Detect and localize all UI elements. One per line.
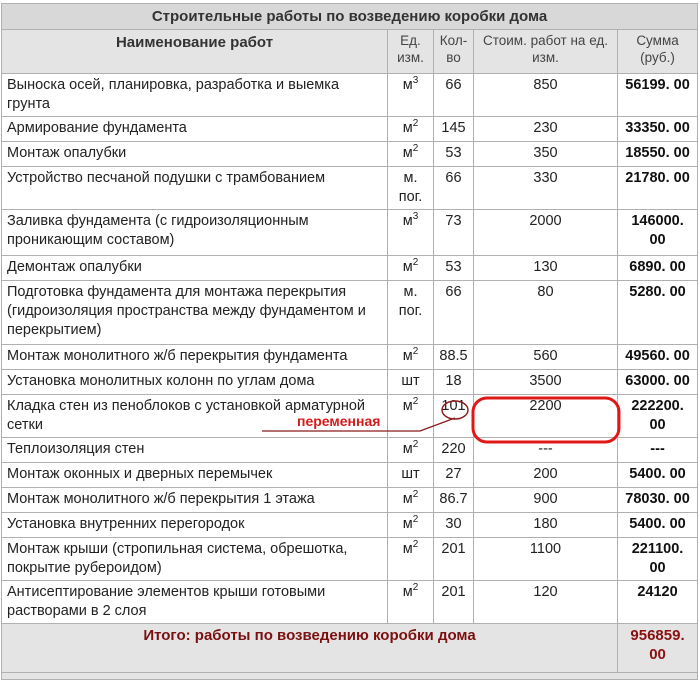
header-price: Стоим. работ на ед. изм. — [474, 30, 618, 74]
work-sum: 6890. 00 — [618, 256, 698, 281]
unit-base: м. пог. — [398, 284, 423, 319]
header-unit: Ед. изм. — [388, 30, 434, 74]
table-row — [2, 117, 698, 142]
work-unit — [388, 167, 434, 210]
work-name: Монтаж монолитного ж/б перекрытия 1 этажа — [2, 488, 388, 513]
work-name: Демонтаж опалубки — [2, 256, 388, 281]
unit-base: м — [402, 213, 413, 229]
work-price: 80 — [474, 281, 618, 345]
unit-base: м — [402, 441, 413, 457]
work-price: 2200 — [474, 395, 618, 438]
table-title: Строительные работы по возведению коробки дома — [2, 4, 698, 30]
unit-base: м — [402, 398, 413, 414]
work-name: Установка внутренних перегородок — [2, 513, 388, 538]
work-name: Заливка фундамента (с гидроизоляционным проникающим составом) — [2, 210, 388, 256]
work-unit — [388, 463, 434, 488]
unit-exponent: 2 — [412, 582, 419, 594]
table-row — [2, 74, 698, 117]
work-sum: 5280. 00 — [618, 281, 698, 345]
work-price: 230 — [474, 117, 618, 142]
work-unit — [388, 142, 434, 167]
work-sum: 5400. 00 — [618, 463, 698, 488]
work-name: Теплоизоляция стен — [2, 438, 388, 463]
work-price: 130 — [474, 256, 618, 281]
work-unit — [388, 117, 434, 142]
table-row — [2, 488, 698, 513]
work-qty: 88.5 — [434, 345, 474, 370]
work-name: Монтаж оконных и дверных перемычек — [2, 463, 388, 488]
unit-exponent: 3 — [412, 211, 419, 223]
works-table — [1, 3, 698, 680]
annotation-label: переменная — [297, 413, 381, 429]
work-sum: 78030. 00 — [618, 488, 698, 513]
unit-base: м — [402, 491, 413, 507]
work-name: Установка монолитных колонн по углам дома — [2, 370, 388, 395]
work-name: Устройство песчаной подушки с трамбованием — [2, 167, 388, 210]
work-price: --- — [474, 438, 618, 463]
table-row — [2, 463, 698, 488]
work-sum: 63000. 00 — [618, 370, 698, 395]
work-unit — [388, 488, 434, 513]
work-name: Монтаж крыши (стропильная система, обрешотка, покрытие рубероидом) — [2, 538, 388, 581]
work-sum: 56199. 00 — [618, 74, 698, 117]
work-qty: 201 — [434, 581, 474, 624]
work-sum: 24120 — [618, 581, 698, 624]
work-name: Выноска осей, планировка, разработка и выемка грунта — [2, 74, 388, 117]
work-price: 200 — [474, 463, 618, 488]
work-unit — [388, 395, 434, 438]
work-sum: --- — [618, 438, 698, 463]
work-unit — [388, 538, 434, 581]
work-name: Армирование фундамента — [2, 117, 388, 142]
table-row — [2, 513, 698, 538]
work-price: 350 — [474, 142, 618, 167]
work-unit — [388, 370, 434, 395]
unit-exponent: 2 — [412, 118, 419, 130]
work-qty: 53 — [434, 256, 474, 281]
work-sum: 49560. 00 — [618, 345, 698, 370]
work-price: 1100 — [474, 538, 618, 581]
work-unit — [388, 74, 434, 117]
table-row — [2, 581, 698, 624]
work-qty: 73 — [434, 210, 474, 256]
work-qty: 66 — [434, 167, 474, 210]
work-qty: 53 — [434, 142, 474, 167]
unit-base: м — [402, 259, 413, 275]
unit-exponent: 2 — [412, 346, 419, 358]
work-qty: 18 — [434, 370, 474, 395]
footer-strip-cell — [2, 673, 698, 680]
total-row — [2, 624, 698, 673]
table-row — [2, 538, 698, 581]
work-unit — [388, 513, 434, 538]
work-qty: 220 — [434, 438, 474, 463]
table-row — [2, 167, 698, 210]
work-unit — [388, 210, 434, 256]
unit-exponent: 2 — [412, 539, 419, 551]
header-name: Наименование работ — [2, 30, 388, 74]
work-qty: 30 — [434, 513, 474, 538]
header-sum: Сумма (руб.) — [618, 30, 698, 74]
work-qty: 86.7 — [434, 488, 474, 513]
work-unit — [388, 281, 434, 345]
work-price: 180 — [474, 513, 618, 538]
work-name: Монтаж монолитного ж/б перекрытия фундамента — [2, 345, 388, 370]
work-qty: 27 — [434, 463, 474, 488]
header-qty: Кол-во — [434, 30, 474, 74]
total-sum: 956859. 00 — [618, 624, 698, 673]
work-qty: 101 — [434, 395, 474, 438]
table-row — [2, 345, 698, 370]
work-price: 330 — [474, 167, 618, 210]
table-row — [2, 256, 698, 281]
unit-base: м — [402, 584, 413, 600]
work-price: 900 — [474, 488, 618, 513]
unit-base: м — [402, 541, 413, 557]
table-row — [2, 438, 698, 463]
work-sum: 18550. 00 — [618, 142, 698, 167]
unit-base: шт — [401, 373, 420, 389]
table-row — [2, 370, 698, 395]
unit-exponent: 3 — [412, 75, 419, 87]
work-name: Кладка стен из пеноблоков с установкой арматурной сетки — [2, 395, 388, 438]
unit-base: м — [402, 77, 413, 93]
work-unit — [388, 345, 434, 370]
work-qty: 66 — [434, 74, 474, 117]
work-name: Монтаж опалубки — [2, 142, 388, 167]
work-price: 2000 — [474, 210, 618, 256]
unit-exponent: 2 — [412, 143, 419, 155]
work-sum: 5400. 00 — [618, 513, 698, 538]
unit-base: шт — [401, 466, 420, 482]
work-price: 850 — [474, 74, 618, 117]
work-qty: 145 — [434, 117, 474, 142]
header-row — [2, 30, 698, 74]
work-name: Антисептирование элементов крыши готовыми растворами в 2 слоя — [2, 581, 388, 624]
unit-base: м. пог. — [398, 170, 423, 205]
unit-exponent: 2 — [412, 514, 419, 526]
unit-exponent: 2 — [412, 439, 419, 451]
unit-base: м — [402, 120, 413, 136]
work-qty: 66 — [434, 281, 474, 345]
work-price: 120 — [474, 581, 618, 624]
work-sum: 21780. 00 — [618, 167, 698, 210]
work-name: Подготовка фундамента для монтажа перекрытия (гидроизоляция пространства между фундаментом и перекрытием) — [2, 281, 388, 345]
table-row — [2, 210, 698, 256]
unit-base: м — [402, 348, 413, 364]
unit-exponent: 2 — [412, 257, 419, 269]
work-qty: 201 — [434, 538, 474, 581]
work-sum: 33350. 00 — [618, 117, 698, 142]
work-sum: 146000. 00 — [618, 210, 698, 256]
table-row — [2, 142, 698, 167]
work-sum: 221100. 00 — [618, 538, 698, 581]
work-unit — [388, 581, 434, 624]
unit-base: м — [402, 145, 413, 161]
table-footer-strip — [2, 673, 698, 680]
work-price: 3500 — [474, 370, 618, 395]
unit-base: м — [402, 516, 413, 532]
unit-exponent: 2 — [412, 396, 419, 408]
work-unit — [388, 438, 434, 463]
work-sum: 222200. 00 — [618, 395, 698, 438]
table-title-row — [2, 4, 698, 30]
work-unit — [388, 256, 434, 281]
work-price: 560 — [474, 345, 618, 370]
total-label: Итого: работы по возведению коробки дома — [2, 624, 618, 673]
table-row — [2, 281, 698, 345]
unit-exponent: 2 — [412, 489, 419, 501]
